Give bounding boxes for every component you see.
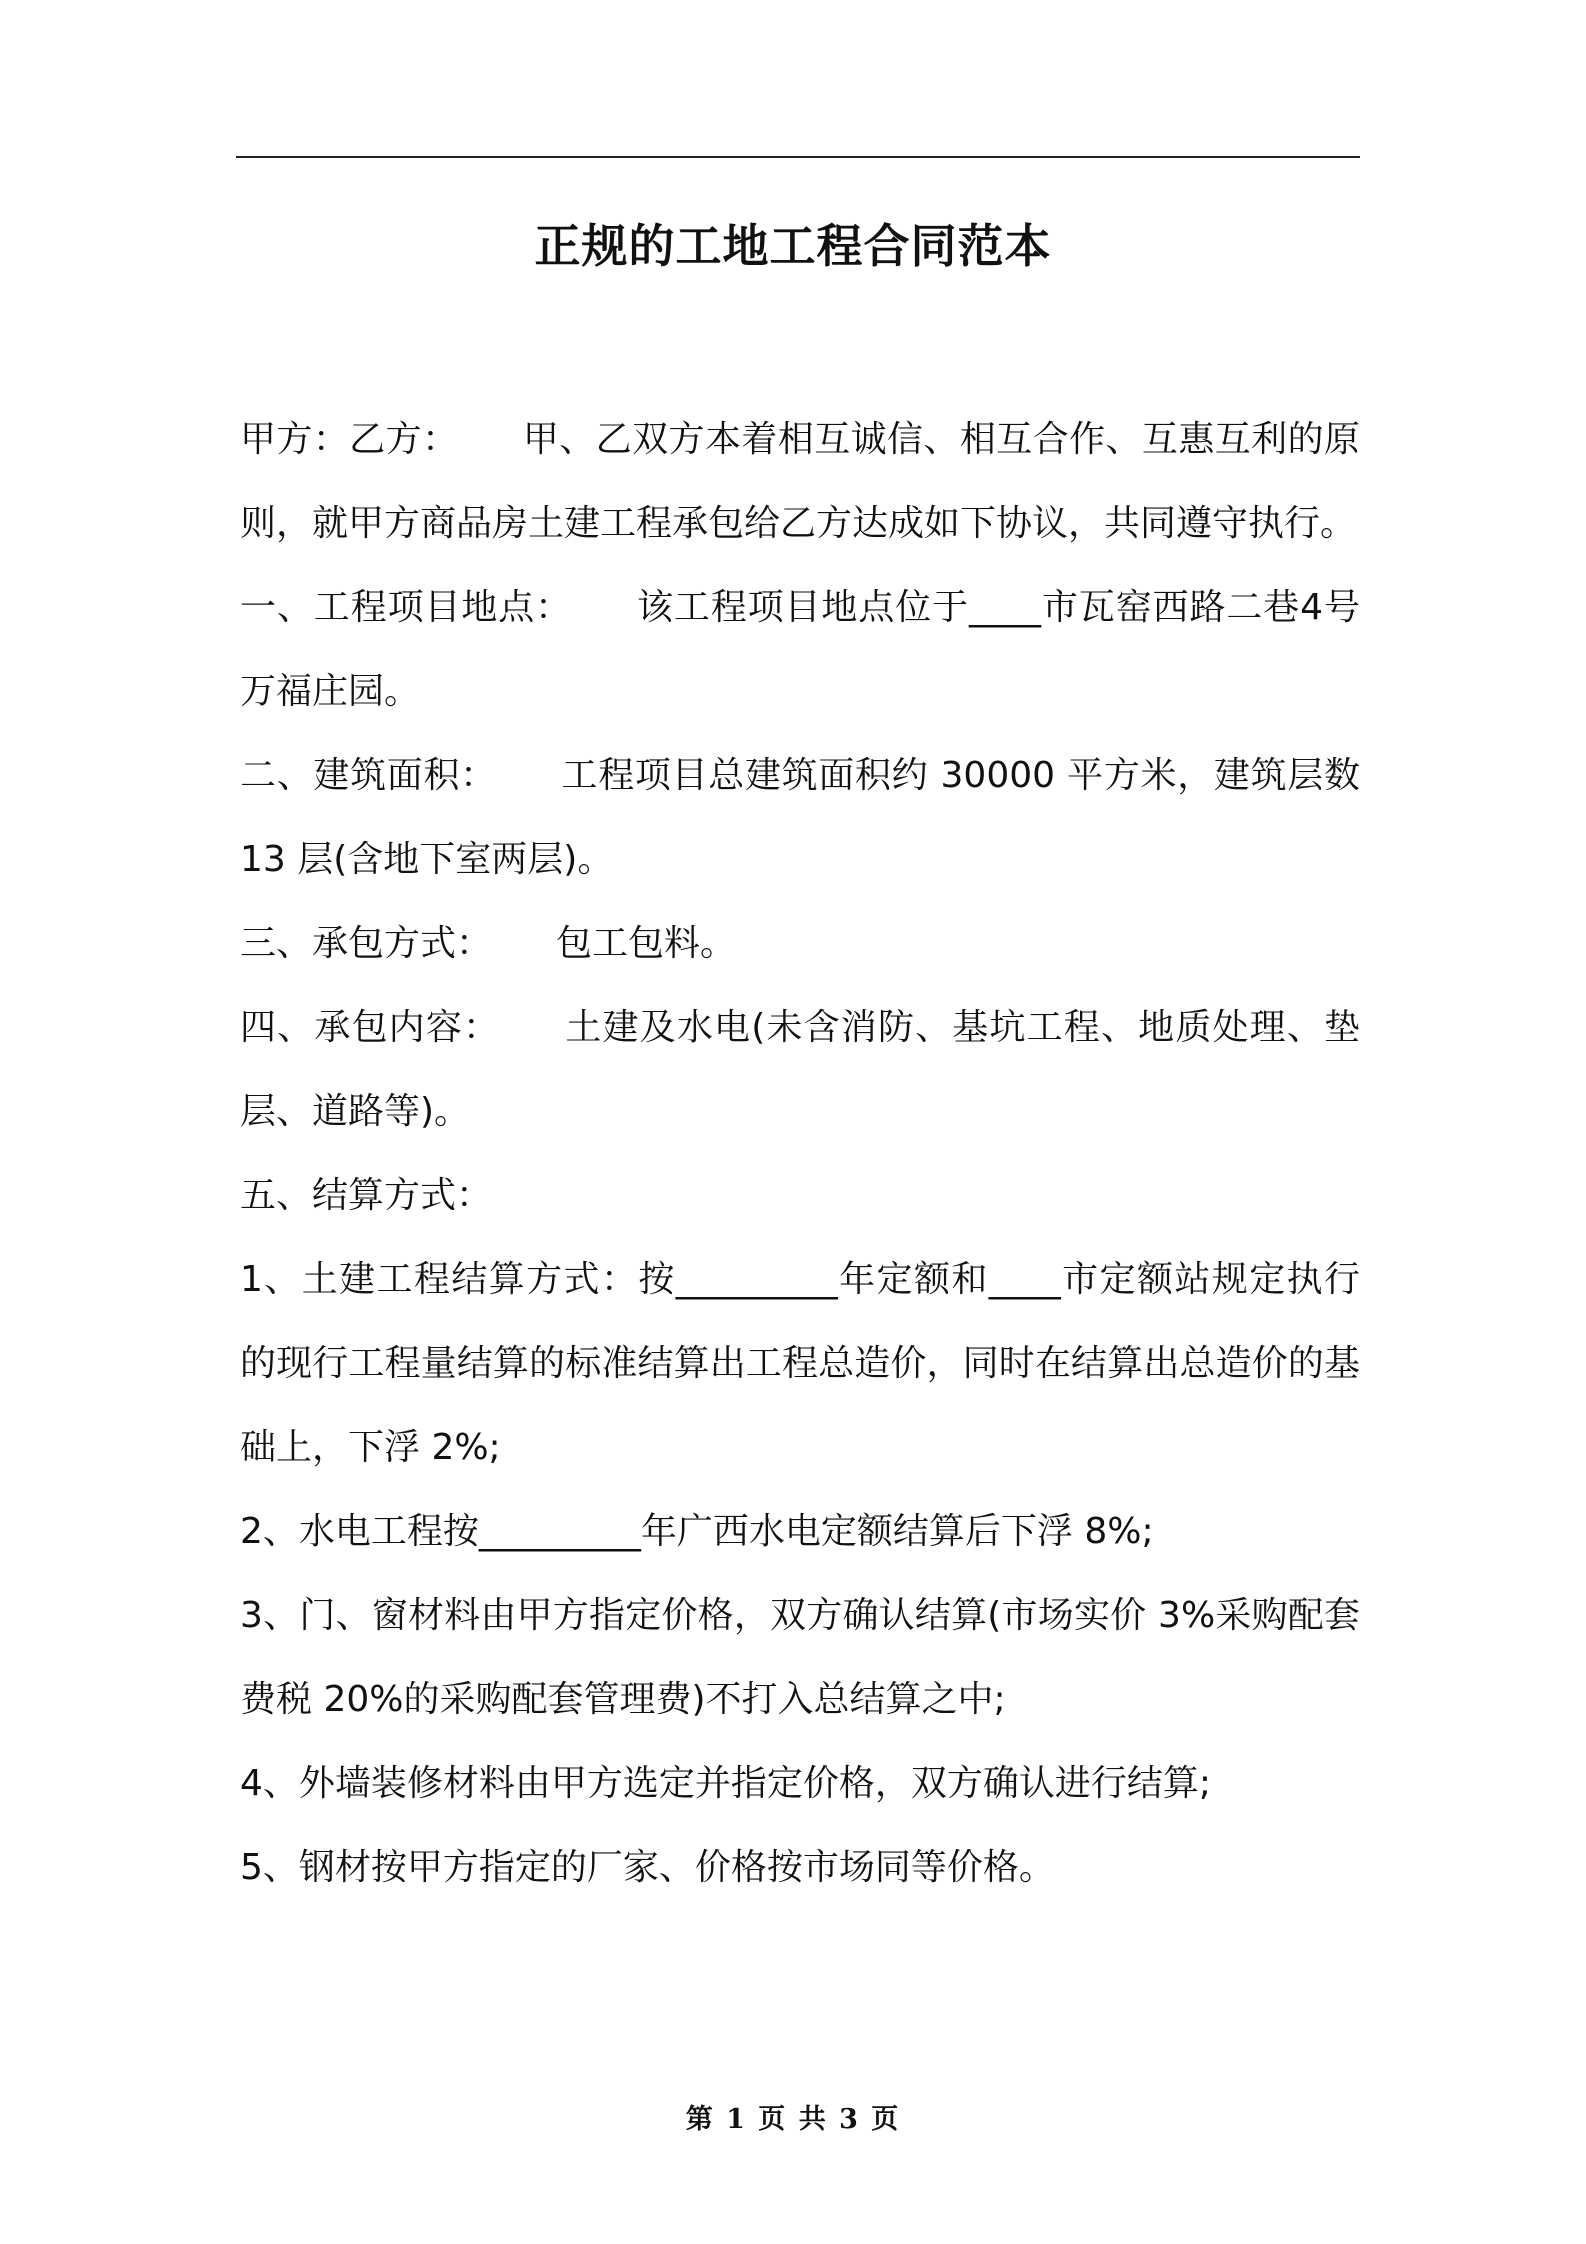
paragraph-label: 甲方：乙方： — [240, 419, 459, 460]
paragraph-text: 3、门、窗材料由甲方指定价格，双方确认结算(市场实价 3%采购配套费税 20%的采购配套管理费)不打入总结算之中; — [240, 1595, 1360, 1720]
paragraph-text: 1、土建工程结算方式：按_________年定额和____市定额站规定执行的现行工程量结算的标准结算出工程总造价，同时在结算出总造价的基础上，下浮 2%; — [240, 1259, 1360, 1468]
document-body — [240, 398, 1360, 1910]
paragraph-contract-method — [240, 902, 1360, 986]
paragraph-project-location — [240, 566, 1360, 734]
paragraph-parties — [240, 398, 1360, 566]
paragraph-building-area — [240, 734, 1360, 902]
document-title: 正规的工地工程合同范本 — [534, 219, 1052, 273]
header-rule — [236, 156, 1360, 158]
page-number-footer: 第 1 页 共 3 页 — [685, 2104, 901, 2135]
paragraph-settlement-item-4 — [240, 1742, 1360, 1826]
paragraph-text: 5、钢材按甲方指定的厂家、价格按市场同等价格。 — [240, 1847, 1055, 1888]
paragraph-text: 土建及水电(未含消防、基坑工程、地质处理、垫层、道路等)。 — [240, 1007, 1360, 1132]
paragraph-text: 该工程项目地点位于____市瓦窑西路二巷4号万福庄园。 — [240, 587, 1360, 712]
paragraph-text: 4、外墙装修材料由甲方选定并指定价格，双方确认进行结算; — [240, 1763, 1212, 1804]
paragraph-label: 四、承包内容： — [240, 1007, 501, 1048]
paragraph-settlement-item-5 — [240, 1826, 1360, 1910]
paragraph-label: 三、承包方式： — [240, 923, 493, 964]
paragraph-contract-content — [240, 986, 1360, 1154]
paragraph-label: 一、工程项目地点： — [240, 587, 573, 628]
paragraph-settlement-item-1 — [240, 1238, 1360, 1490]
paragraph-text: 甲、乙双方本着相互诚信、相互合作、互惠互利的原则，就甲方商品房土建工程承包给乙方达成如下协议，共同遵守执行。 — [240, 419, 1360, 544]
paragraph-settlement-heading — [240, 1154, 1360, 1238]
paragraph-label: 二、建筑面积： — [240, 755, 497, 796]
paragraph-text: 包工包料。 — [556, 923, 737, 964]
paragraph-label: 五、结算方式： — [240, 1175, 493, 1216]
paragraph-text: 工程项目总建筑面积约 30000 平方米，建筑层数 13 层(含地下室两层)。 — [240, 755, 1360, 880]
paragraph-text: 2、水电工程按_________年广西水电定额结算后下浮 8%; — [240, 1511, 1154, 1552]
paragraph-settlement-item-2 — [240, 1490, 1360, 1574]
paragraph-settlement-item-3 — [240, 1574, 1360, 1742]
